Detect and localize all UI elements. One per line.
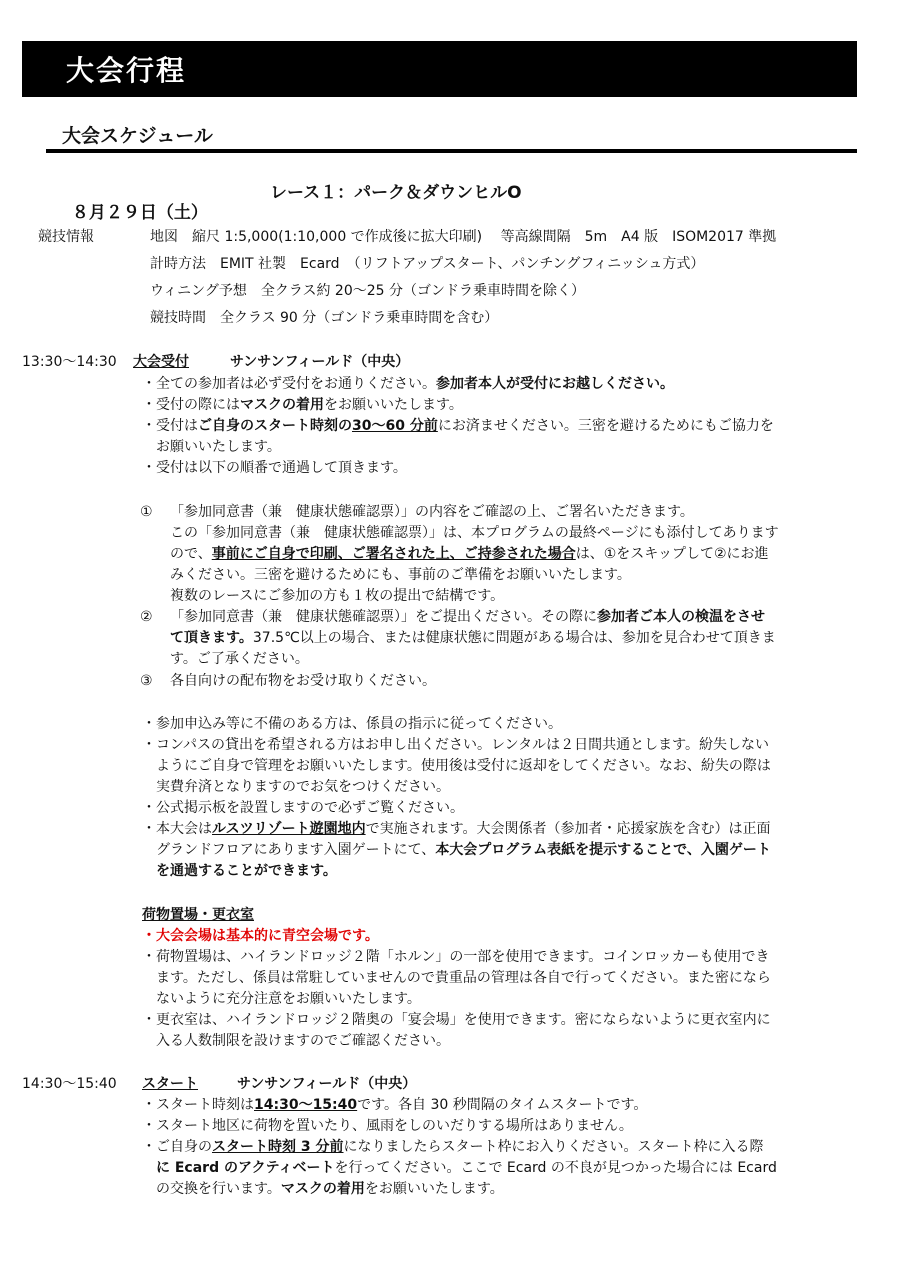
start-line-3: ・ご自身のスタート時刻 3 分前になりましたらスタート枠にお入りください。スタート枠に入る際: [142, 1139, 764, 1155]
day-date: ８月２９日（土）: [71, 203, 208, 223]
step-1-line-1: 「参加同意書（兼 健康状態確認票）」の内容をご確認の上、ご署名いただきます。: [170, 504, 694, 520]
note-bulletin-board: ・公式掲示板を設置しますので必ずご覧ください。: [142, 800, 464, 816]
comp-info-map: 地図 縮尺 1:5,000(1:10,000 で作成後に拡大印刷) 等高線間隔 5m A4 版 ISOM2017 準拠: [150, 229, 777, 245]
luggage-line-1: ・荷物置場は、ハイランドロッジ２階「ホルン」の一部を使用できます。コインロッカーも使用でき: [142, 949, 770, 965]
note-venue-2: グランドフロアにあります入園ゲートにて、本大会プログラム表紙を提示することで、入園ゲート: [156, 842, 771, 858]
start-line-5: の交換を行います。マスクの着用をお願いいたします。: [156, 1181, 504, 1197]
step-3-number: ③: [140, 673, 153, 689]
schedule-title-rule: [46, 149, 857, 153]
note-incomplete-entry: ・参加申込み等に不備のある方は、係員の指示に従ってください。: [142, 716, 562, 732]
step-1-line-4: みください。三密を避けるためにも、事前のご準備をお願いいたします。: [170, 567, 631, 583]
reception-bullet-2: ・受付の際にはマスクの着用をお願いいたします。: [142, 397, 463, 413]
page-title-banner: [22, 41, 857, 97]
comp-info-winning: ウィニング予想 全クラス約 20～25 分（ゴンドラ乗車時間を除く）: [150, 283, 585, 299]
step-1-line-5: 複数のレースにご参加の方も１枚の提出で結構です。: [170, 588, 505, 604]
step-3-line-1: 各自向けの配布物をお受け取りください。: [170, 673, 436, 689]
note-venue-1: ・本大会はルスツリゾート遊園地内で実施されます。大会関係者（参加者・応援家族を含む）は正面: [142, 821, 771, 837]
luggage-line-2: ます。ただし、係員は常駐していませんので貴重品の管理は各自で行ってください。また密になら: [156, 970, 771, 986]
luggage-line-4: ・更衣室は、ハイランドロッジ２階奥の「宴会場」を使用できます。密にならないように更衣室内に: [142, 1012, 771, 1028]
step-2-line-1: 「参加同意書（兼 健康状態確認票）」をご提出ください。その際に参加者ご本人の検温をさせ: [170, 609, 765, 625]
luggage-line-3: ないように充分注意をお願いいたします。: [156, 991, 421, 1007]
start-place: サンサンフィールド（中央）: [237, 1076, 417, 1092]
reception-time: 13:30～14:30: [22, 354, 117, 370]
start-line-1: ・スタート時刻は14:30～15:40です。各自 30 秒間隔のタイムスタートです。: [142, 1097, 648, 1113]
note-compass-1: ・コンパスの貸出を希望される方はお申し出ください。レンタルは２日間共通とします。紛失しない: [142, 737, 769, 753]
comp-info-duration: 競技時間 全クラス 90 分（ゴンドラ乗車時間を含む）: [150, 310, 499, 326]
step-1-line-3: ので、事前にご自身で印刷、ご署名された上、ご持参された場合は、①をスキップして②にお進: [170, 546, 769, 562]
comp-info-timing: 計時方法 EMIT 社製 Ecard （リフトアップスタート、パンチングフィニッシュ方式）: [150, 256, 705, 272]
note-venue-3: を通過することができます。: [156, 863, 337, 879]
step-2-line-3: す。ご了承ください。: [170, 651, 309, 667]
reception-bullet-3: ・受付はご自身のスタート時刻の30～60 分前にお済ませください。三密を避けるためにもご協力を: [142, 418, 774, 434]
luggage-line-5: 入る人数制限を設けますのでご確認ください。: [156, 1033, 450, 1049]
step-2-line-2: て頂きます。37.5℃以上の場合、または健康状態に問題がある場合は、参加を見合わせて頂きま: [170, 630, 776, 646]
schedule-title: 大会スケジュール: [62, 125, 213, 147]
reception-title: 大会受付: [133, 354, 189, 370]
start-line-2: ・スタート地区に荷物を置いたり、風雨をしのいだりする場所はありません。: [142, 1118, 633, 1134]
page-title: 大会行程: [66, 54, 187, 87]
reception-bullet-3-cont: お願いいたします。: [156, 439, 281, 455]
note-compass-2: ようにご自身で管理をお願いいたします。使用後は受付に返却をしてください。なお、紛失の際は: [156, 758, 771, 774]
luggage-open-air-note: ・大会会場は基本的に青空会場です。: [142, 928, 379, 944]
step-1-line-2: この「参加同意書（兼 健康状態確認票）」は、本プログラムの最終ページにも添付してあります: [170, 525, 779, 541]
note-compass-3: 実費弁済となりますのでお気をつけください。: [156, 779, 450, 795]
luggage-title: 荷物置場・更衣室: [142, 907, 254, 923]
start-title: スタート: [142, 1076, 198, 1092]
start-time: 14:30～15:40: [22, 1076, 117, 1092]
step-2-number: ②: [140, 609, 153, 625]
start-line-4: に Ecard のアクティベートを行ってください。ここで Ecard の不良が見つかった場合には Ecard: [156, 1160, 777, 1176]
step-1-number: ①: [140, 504, 153, 520]
reception-bullet-4: ・受付は以下の順番で通過して頂きます。: [142, 460, 407, 476]
reception-place: サンサンフィールド（中央）: [230, 354, 410, 370]
comp-info-label: 競技情報: [38, 229, 94, 245]
race-title: レース１：パーク＆ダウンヒルO: [270, 183, 522, 203]
reception-bullet-1: ・全ての参加者は必ず受付をお通りください。参加者本人が受付にお越しください。: [142, 376, 674, 392]
